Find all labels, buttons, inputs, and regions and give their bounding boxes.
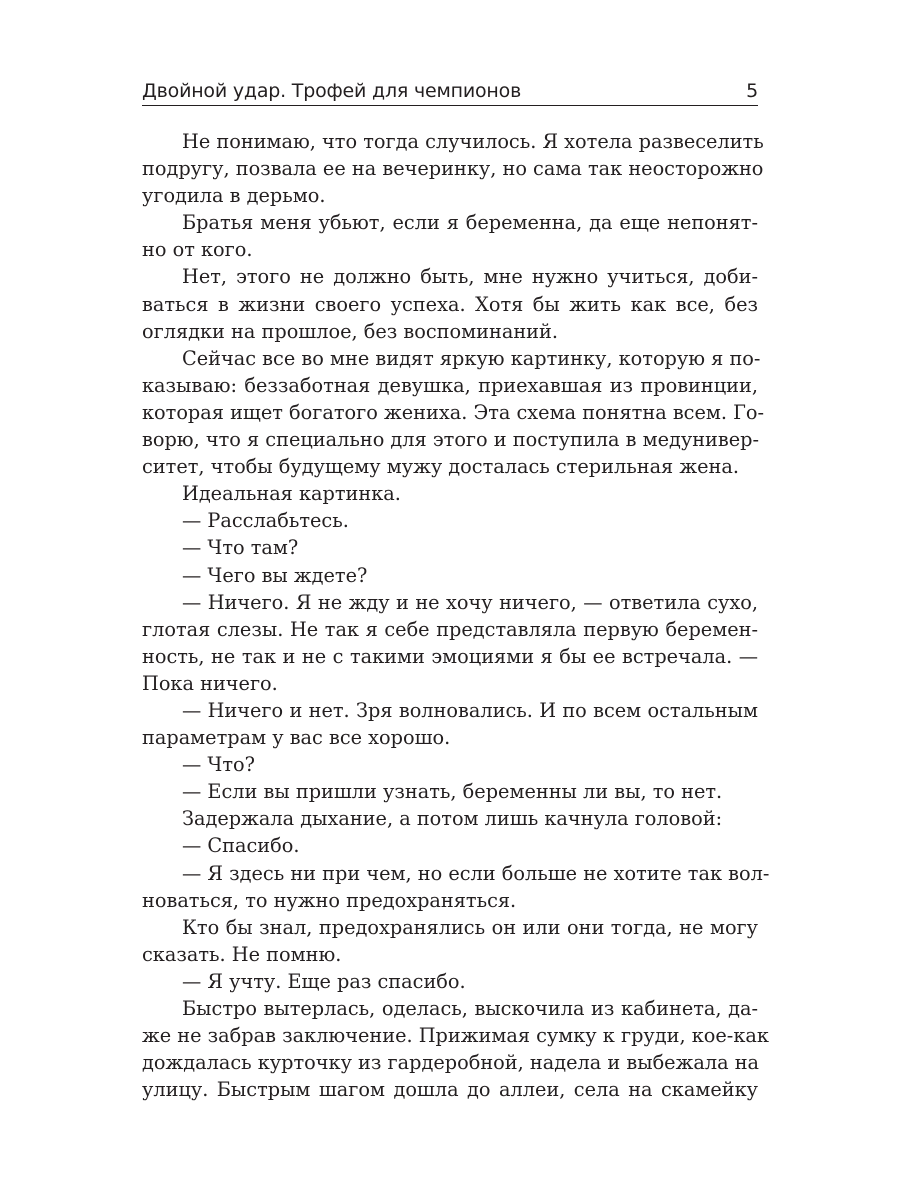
text-line: новаться, то нужно предохраняться. [142,888,517,912]
text-line: параметрам у вас все хорошо. [142,726,451,750]
text-line: ность, не так и не с такими эмоциями я бы ее встречала. — [142,644,758,668]
text-line: — Если вы пришли узнать, беременны ли вы, то нет. [182,780,723,804]
text-line: Быстро вытерлась, оделась, выскочила из кабинета, да- [182,997,758,1020]
text-line: — Расслабьтесь. [182,509,349,533]
text-line: ваться в жизни своего успеха. Хотя бы жить как все, без [142,292,758,316]
header-rule [142,105,758,106]
text-line: дождалась курточку из гардеробной, надела и выбежала на [142,1051,760,1075]
text-line: Идеальная картинка. [182,482,401,506]
text-line: Кто бы знал, предохранялись он или они тогда, не могу [182,915,758,939]
text-line: Не понимаю, что тогда случилось. Я хотела развеселить [182,130,764,153]
text-line: Братья меня убьют, если я беременна, да еще непонят- [182,211,758,235]
text-line: — Спасибо. [182,834,300,858]
text-line: но от кого. [142,238,253,262]
running-header [142,76,758,102]
text-line: которая ищет богатого жениха. Эта схема понятна всем. Го- [142,400,765,424]
text-line: Нет, этого не должно быть, мне нужно учиться, доби- [182,265,758,289]
page-number: 5 [746,80,758,102]
text-line: глотая слезы. Не так я себе представляла первую беремен- [142,617,758,641]
text-line: сказать. Не помню. [142,942,342,966]
text-line: же не забрав заключение. Прижимая сумку к груди, кое-как [142,1024,769,1048]
text-line: Задержала дыхание, а потом лишь качнула головой: [182,807,723,831]
text-line: улицу. Быстрым шагом дошла до аллеи, села на скамейку [142,1078,758,1102]
text-line: — Чего вы ждете? [182,563,368,587]
text-line: — Я здесь ни при чем, но если больше не хотите так вол- [182,861,770,885]
text-line: — Ничего. Я не жду и не хочу ничего, — ответила сухо, [182,590,758,614]
running-title: Двойной удар. Трофей для чемпионов [142,80,522,102]
text-line: Сейчас все во мне видят яркую картинку, которую я по- [182,346,761,370]
text-line: оглядки на прошлое, без воспоминаний. [142,319,559,343]
text-line: казываю: беззаботная девушка, приехавшая из провинции, [142,373,758,397]
text-line: — Что там? [182,536,299,560]
body-text [142,128,770,1103]
text-line: угодила в дерьмо. [142,184,326,208]
text-line: — Ничего и нет. Зря волновались. И по всем остальным [182,698,758,722]
text-line: подругу, позвала ее на вечеринку, но сама так неосторожно [142,157,764,181]
text-line: ситет, чтобы будущему мужу досталась стерильная жена. [142,455,739,479]
text-line: ворю, что я специально для этого и поступила в медунивер- [142,428,760,452]
text-line: Пока ничего. [142,671,278,695]
text-line: — Я учту. Еще раз спасибо. [182,969,466,993]
text-line: — Что? [182,753,255,777]
